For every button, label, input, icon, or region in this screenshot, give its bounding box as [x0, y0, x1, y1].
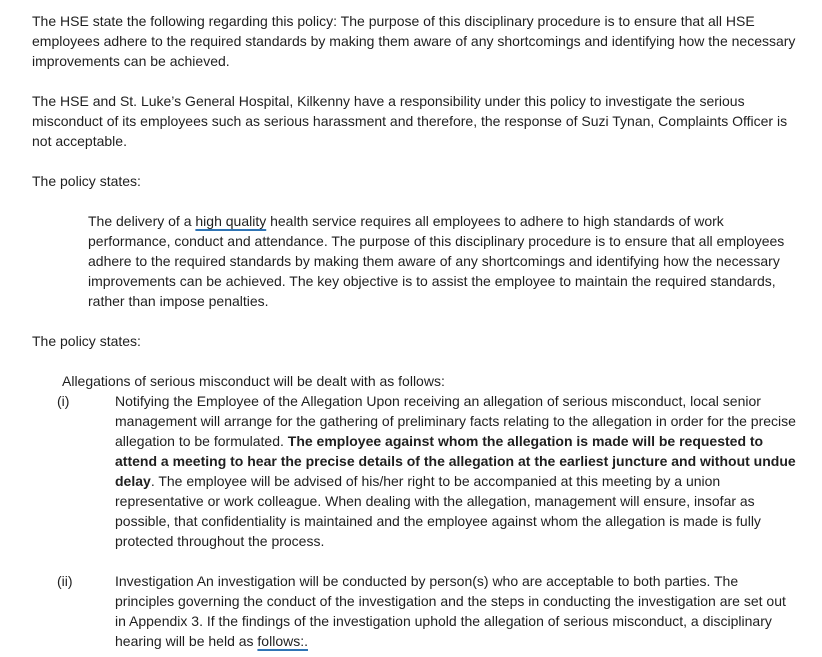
paragraph-policy-states-1: The policy states: [32, 173, 141, 189]
list-marker-ii: (ii) [57, 573, 73, 589]
bold-text: The employee against whom the allegation is made will be requested to attend a meeting to hear the precise details of the allegation at the earliest juncture and without undue delay [115, 433, 796, 489]
text-run: health service requires all employees to adhere to high standards of work performance, conduct and attendance. The purpose of this disciplinary procedure is to ensure that all employees adhere to the required standards by making them aware of any shortcomings and identifying how the necessary improvements can be achieved. The key objective is to assist the employee to maintain the required standards, rather than impose penalties. [88, 213, 785, 309]
underlined-text: high quality [195, 213, 267, 229]
paragraph-hse-responsibility: The HSE and St. Luke’s General Hospital, Kilkenny have a responsibility under this policy to investigate the serious misconduct of its employees such as serious harassment and therefore, the response of Suzi Tynan, Complaints Officer is not acceptable. [32, 93, 788, 149]
text-run: Investigation An investigation will be conducted by person(s) who are acceptable to both parties. The principles governing the conduct of the investigation and the steps in conducting the investigation are set out in Appendix 3. If the findings of the investigation uphold the allegation of serious misconduct, a disciplinary hearing will be held as [115, 573, 786, 649]
blockquote-policy-text [88, 211, 796, 311]
allegations-list [32, 371, 796, 651]
list-marker-i: (i) [57, 393, 70, 409]
text-run: . The employee will be advised of his/her right to be accompanied at this meeting by a union representative or work colleague. When dealing with the allegation, management will ensure, insofar as possible, that confidentiality is maintained and the employee against whom the allegation is made is fully protected throughout the process. [115, 473, 761, 549]
list-text-i [115, 391, 796, 551]
text-run: Notifying the Employee of the Allegation Upon receiving an allegation of serious misconduct, local senior management will arrange for the gathering of preliminary facts relating to the allegation in order for the precise allegation to be formulated. [115, 393, 796, 449]
list-item-i [57, 391, 796, 551]
paragraph-allegations-intro: Allegations of serious misconduct will be dealt with as follows: [62, 373, 445, 389]
underlined-text: follows:. [257, 633, 308, 649]
paragraph-policy-states-2: The policy states: [32, 333, 141, 349]
list-item-ii [57, 571, 796, 651]
list-text-ii [115, 571, 796, 651]
paragraph-hse-statement: The HSE state the following regarding this policy: The purpose of this disciplinary procedure is to ensure that all HSE employees adhere to the required standards by making them aware of any shortcomings and identifying how the necessary improvements can be achieved. [32, 13, 796, 69]
text-run: The delivery of a [88, 213, 196, 229]
